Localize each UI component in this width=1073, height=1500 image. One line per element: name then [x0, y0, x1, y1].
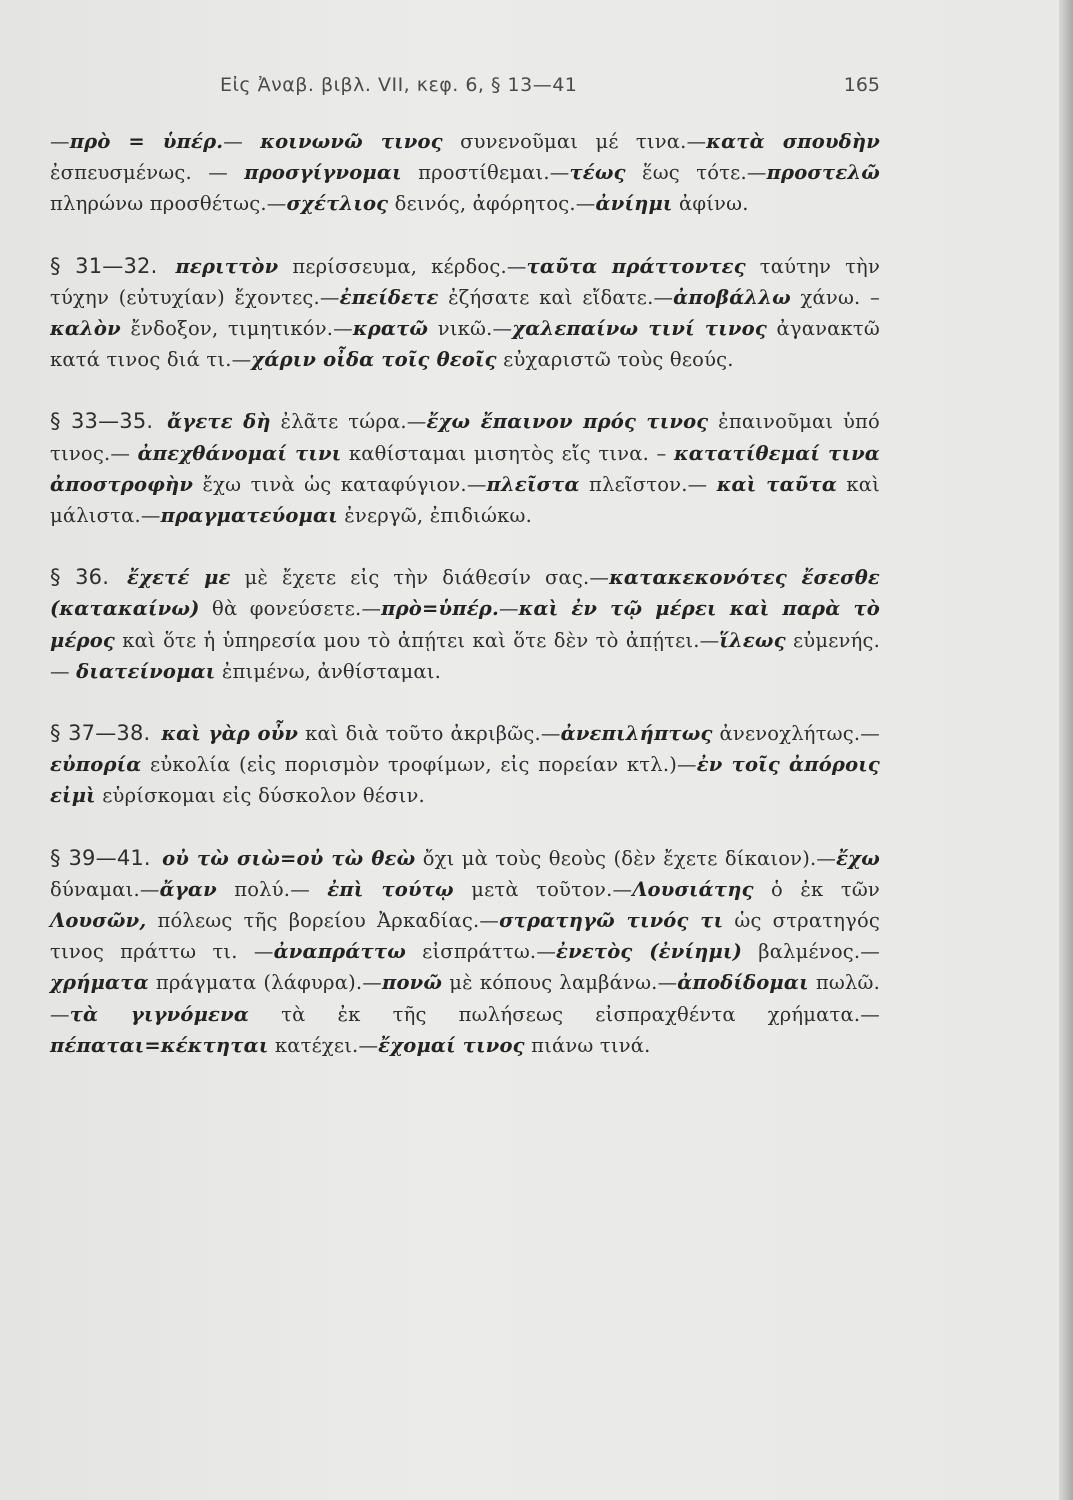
page-edge: [1059, 0, 1073, 1500]
glossary-paragraph: [50, 562, 880, 687]
headword: ἐν τοῖς ἀπόροις εἰμὶ: [50, 753, 881, 808]
headword: ἀνίημι: [595, 192, 673, 216]
definition-text: καὶ μάλιστα.—: [50, 472, 881, 528]
section-number: § 37—38.: [50, 721, 151, 746]
headword: εὐπορία: [50, 753, 142, 777]
page-header: [50, 74, 880, 104]
definition-text: δύναμαι.—: [50, 877, 160, 901]
headword: διατείνομαι: [76, 659, 216, 683]
headword: ἐνετὸς (ἐνίημι): [556, 940, 743, 964]
definition-text: θὰ φονεύσετε.—: [199, 597, 382, 621]
headword: κρατῶ: [352, 317, 429, 341]
headword: ἵλεως: [719, 628, 786, 652]
headword: τέως: [569, 161, 626, 185]
definition-text: ὁ ἐκ τῶν: [753, 877, 880, 901]
headword: ἀποδίδομαι: [677, 971, 809, 995]
headword: καὶ ταῦτα: [716, 472, 838, 496]
definition-text: καὶ διὰ τοῦτο ἀκριβῶς.—: [298, 722, 561, 746]
definition-text: εὑρίσκομαι εἰς δύσκολον θέσιν.: [95, 784, 425, 808]
definition-text: καὶ ὅτε ἡ ὑπηρεσία μου τὸ ἀπῄτει καὶ ὅτε δὲν τὸ ἀπῄτει.—: [114, 628, 720, 652]
definition-text: ἐλᾶτε τώρα.—: [270, 410, 427, 434]
definition-text: ταύτην τὴν τύχην (εὐτυχίαν) ἔχοντες.—: [50, 254, 880, 309]
definition-text: ἀφίνω.: [672, 192, 749, 216]
definition-text: —: [223, 130, 261, 153]
section-number: § 39—41.: [50, 845, 151, 870]
headword: ἐπὶ τούτῳ: [327, 877, 454, 901]
headword: χρήματα: [50, 971, 149, 995]
definition-text: τὰ ἐκ τῆς πωλήσεως εἰσπραχθέντα χρήματα.—: [249, 1002, 880, 1026]
section-number: § 33—35.: [50, 409, 154, 434]
definition-text: χάνω. –: [790, 285, 880, 309]
definition-text: μὲ κόπους λαμβάνω.—: [442, 971, 678, 995]
headword: ἄγετε δὴ: [167, 410, 271, 434]
definition-text: ἐνεργῶ, ἐπιδιώκω.: [337, 504, 532, 528]
definition-text: ἐπαινοῦμαι ὑπό τινος.—: [50, 410, 880, 465]
definition-text: πόλεως τῆς βορείου Ἀρκαδίας.—: [146, 909, 500, 933]
definition-text: εἰσπράττω.—: [405, 940, 557, 964]
headword: χαλεπαίνω τινί τινος: [512, 317, 767, 341]
definition-text: μὲ ἔχετε εἰς τὴν διάθεσίν σας.—: [230, 566, 610, 590]
headword: προστελῶ: [766, 161, 881, 185]
definition-text: ἔχω τινὰ ὡς καταφύγιον.—: [193, 472, 487, 496]
definition-text: πωλῶ.—: [50, 971, 880, 1026]
headword: πρὸ = ὑπέρ.: [69, 130, 224, 153]
headword: ἀναπράττω: [273, 940, 406, 964]
definition-text: ὡς στρατηγός τινος πράττω τι. —: [50, 909, 881, 964]
definition-text: εὐμενής.—: [50, 628, 880, 683]
headword: πραγματεύομαι: [160, 504, 338, 528]
headword: ταῦτα πράττοντες: [526, 254, 746, 278]
running-head: Εἰς Ἀναβ. βιβλ. VII, κεφ. 6, § 13—41: [220, 74, 578, 96]
headword: ἔχομαί τινος: [378, 1033, 525, 1057]
headword: κατακεκονότες ἔσεσθε (κατακαίνω): [50, 566, 880, 621]
section-number: § 31—32.: [50, 253, 158, 278]
headword: πλεῖστα: [486, 472, 580, 496]
definition-text: εὐκολία (εἰς πορισμὸν τροφίμων, εἰς πορείαν κτλ.)—: [141, 753, 697, 777]
headword: ἀπεχθάνομαί τινι: [137, 441, 342, 465]
definition-text: βαλμένος.—: [742, 940, 881, 964]
headword: ἔχετέ με: [127, 566, 231, 590]
definition-text: κατέχει.—: [268, 1033, 379, 1057]
definition-text: πληρώνω προσθέτως.—: [50, 192, 287, 216]
headword: ἐπείδετε: [339, 285, 439, 309]
headword: ἀνεπιλήπτως: [560, 722, 713, 746]
definition-text: πράγματα (λάφυρα).—: [148, 971, 382, 995]
definition-text: μετὰ τοῦτον.—: [453, 877, 633, 901]
headword: κατατίθεμαί τινα ἀποστροφὴν: [50, 441, 881, 496]
headword: στρατηγῶ τινός τι: [499, 909, 724, 933]
headword: προσγίγνομαι: [244, 161, 402, 185]
headword: πρὸ=ὑπέρ.: [381, 597, 499, 621]
definition-text: ἐζήσατε καὶ εἴδατε.—: [438, 285, 674, 309]
definition-text: ἕως τότε.—: [625, 161, 767, 185]
definition-text: δεινός, ἀφόρητος.—: [388, 192, 596, 216]
headword: καλὸν: [50, 317, 121, 341]
definition-text: εὐχαριστῶ τοὺς θεούς.: [496, 348, 734, 372]
headword: ἄγαν: [159, 877, 217, 901]
headword: κατὰ σπουδὴν: [706, 130, 880, 153]
definition-text: πιάνω τινά.: [524, 1033, 651, 1057]
headword: σχέτλιος: [286, 192, 389, 216]
definition-text: ὄχι μὰ τοὺς θεοὺς (δὲν ἔχετε δίκαιον).—: [415, 846, 837, 870]
section-number: § 36.: [50, 565, 110, 590]
headword: Λουσῶν,: [50, 909, 147, 933]
definition-text: ἀνενοχλήτως.—: [712, 722, 881, 746]
definition-text: ἀγανακτῶ κατά τινος διά τι.—: [50, 317, 880, 372]
definition-text: πλεῖστον.—: [579, 472, 717, 496]
headword: ἔχω: [836, 846, 880, 870]
definition-text: καθίσταμαι μισητὸς εἴς τινα. –: [341, 441, 674, 465]
headword: τὰ γιγνόμενα: [69, 1002, 250, 1026]
glossary-paragraph: [50, 126, 880, 220]
definition-text: νικῶ.—: [428, 317, 513, 341]
headword: καὶ ἐν τῷ μέρει καὶ παρὰ τὸ μέρος: [50, 597, 880, 652]
glossary-paragraph: [50, 406, 880, 531]
headword: καὶ γὰρ οὖν: [161, 722, 299, 746]
definition-text: περίσσευμα, κέρδος.—: [278, 254, 527, 278]
headword: πονῶ: [382, 971, 443, 995]
definition-text: —: [50, 130, 70, 153]
definition-text: πολύ.—: [216, 877, 328, 901]
headword: ἀποβάλλω: [673, 285, 791, 309]
page-number: 165: [843, 74, 880, 96]
glossary-text: [50, 126, 880, 1092]
headword: περιττὸν: [175, 254, 279, 278]
glossary-paragraph: [50, 251, 880, 376]
headword: οὐ τὼ σιὼ=οὐ τὼ θεὼ: [162, 846, 416, 870]
definition-text: ἔνδοξον, τιμητικόν.—: [120, 317, 353, 341]
definition-text: —: [498, 597, 519, 621]
definition-text: ἐσπευσμένως. —: [50, 161, 245, 185]
headword: ἔχω ἔπαινον πρός τινος: [426, 410, 709, 434]
headword: κοινωνῶ τινος: [260, 130, 443, 153]
headword: χάριν οἶδα τοῖς θεοῖς: [251, 348, 497, 372]
glossary-paragraph: [50, 843, 880, 1061]
definition-text: ἐπιμένω, ἀνθίσταμαι.: [215, 659, 442, 683]
glossary-paragraph: [50, 718, 880, 812]
definition-text: συνενοῦμαι μέ τινα.—: [442, 130, 707, 153]
headword: πέπαται=κέκτηται: [50, 1033, 269, 1057]
headword: Λουσιάτης: [632, 877, 754, 901]
definition-text: προστίθεμαι.—: [401, 161, 570, 185]
